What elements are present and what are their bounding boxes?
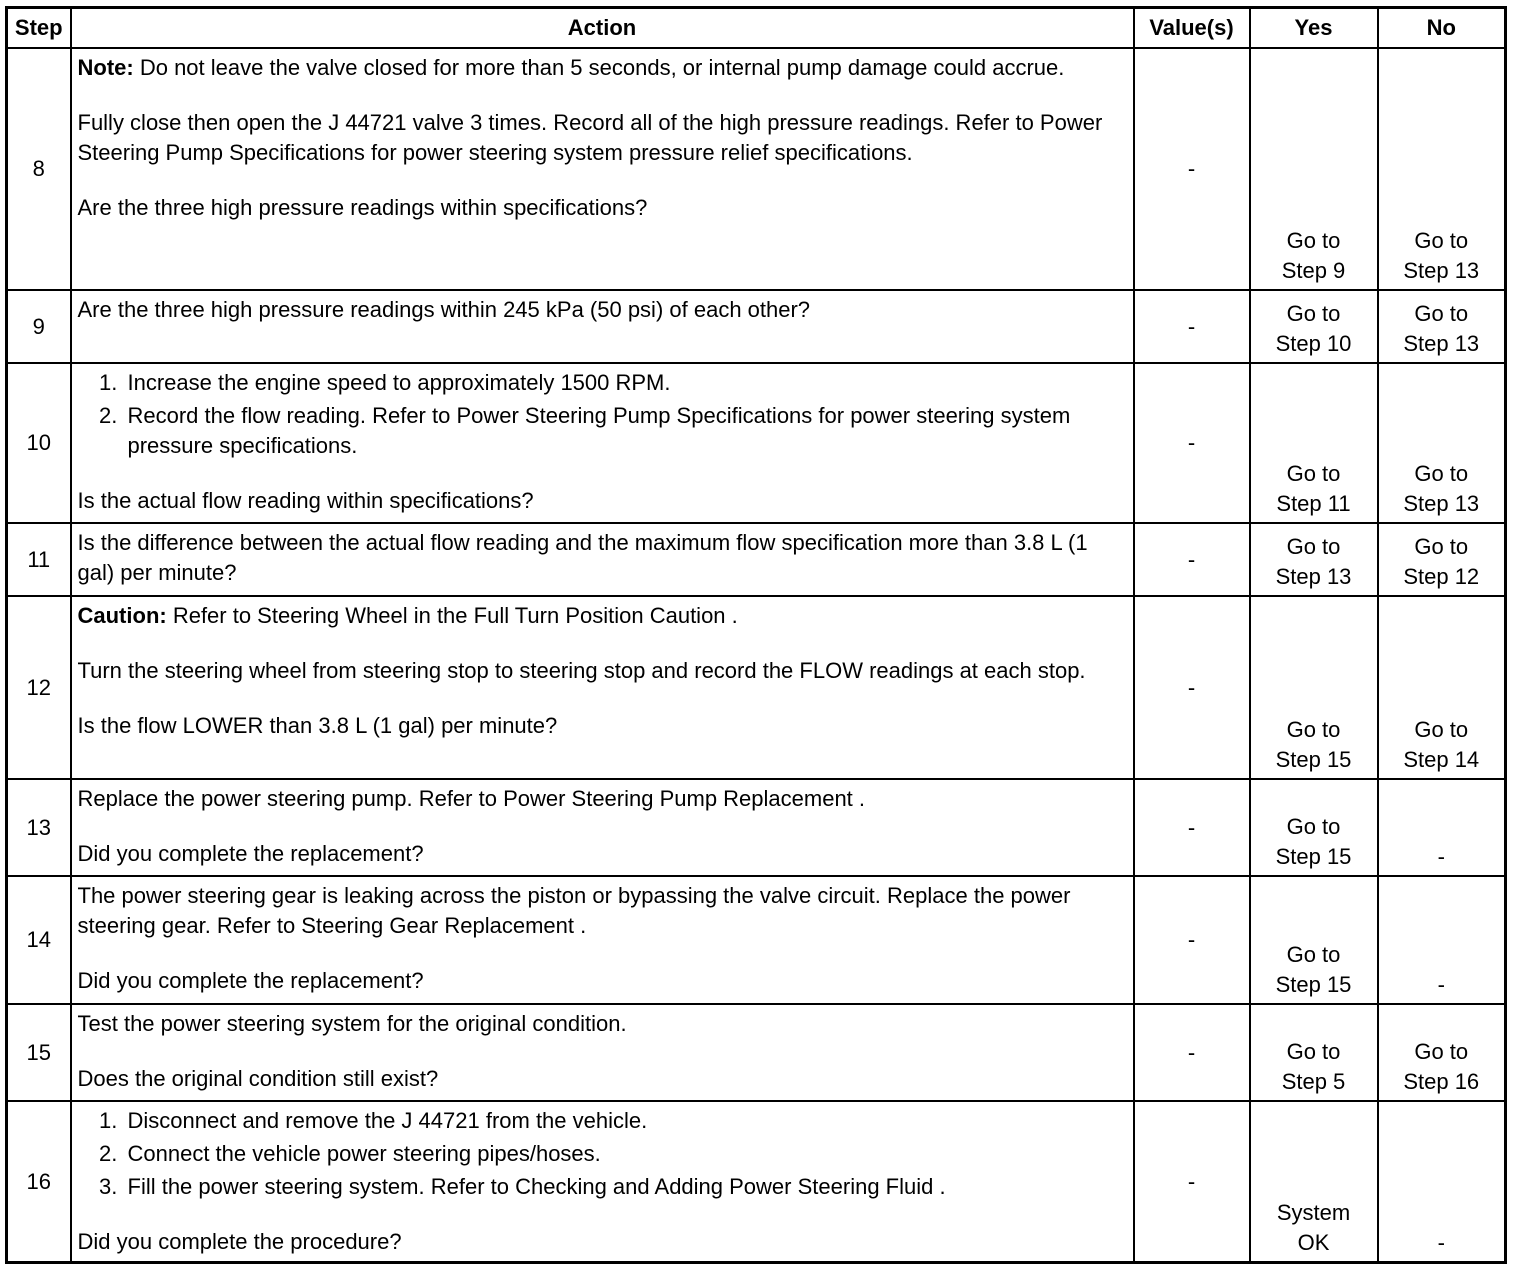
table-row-step-16 [7, 1101, 1506, 1263]
yes-line-1: Go to [1286, 1039, 1341, 1064]
step-number: 11 [7, 523, 71, 596]
yes-line-1: Go to [1286, 717, 1341, 742]
yes-line-2: Step 10 [1275, 331, 1352, 356]
no-line-1: Go to [1414, 534, 1469, 559]
question-text: Is the flow LOWER than 3.8 L (1 gal) per minute? [77, 713, 558, 738]
table-row-step-10 [7, 363, 1506, 523]
list-item: 1. Disconnect and remove the J 44721 from the vehicle. [124, 1106, 1125, 1136]
no-line-1: Go to [1414, 1039, 1469, 1064]
value-cell: - [1134, 779, 1250, 876]
diagnostic-table [5, 6, 1507, 1264]
question-text: Is the difference between the actual flow reading and the maximum flow specification more than 3.8 L (1 gal) per minute? [77, 530, 1088, 585]
table-row-step-9 [7, 290, 1506, 363]
yes-cell [1250, 876, 1378, 1004]
instruction-text: The power steering gear is leaking across the piston or bypassing the valve circuit. Replace the power steering gear. Refer to Steering Gear Replacement . [77, 883, 1071, 938]
no-line-2: Step 16 [1403, 1069, 1480, 1094]
no-cell [1378, 523, 1506, 596]
instruction-list [78, 1106, 1125, 1202]
question-text: Are the three high pressure readings within specifications? [77, 195, 648, 220]
action-cell [71, 876, 1134, 1004]
yes-cell [1250, 48, 1378, 290]
step-number: 9 [7, 290, 71, 363]
yes-line-2: Step 15 [1275, 844, 1352, 869]
value-cell: - [1134, 290, 1250, 363]
yes-line-1: Go to [1286, 534, 1341, 559]
action-cell [71, 1101, 1134, 1263]
no-cell: - [1378, 779, 1506, 876]
header-values: Value(s) [1134, 8, 1250, 49]
no-cell [1378, 48, 1506, 290]
yes-line-2: Step 15 [1275, 972, 1352, 997]
step-number: 14 [7, 876, 71, 1004]
list-item: 2. Connect the vehicle power steering pipes/hoses. [124, 1139, 1125, 1169]
question-text: Did you complete the replacement? [77, 841, 424, 866]
yes-cell [1250, 290, 1378, 363]
instruction-text: Replace the power steering pump. Refer to Power Steering Pump Replacement . [77, 786, 866, 811]
no-cell [1378, 596, 1506, 779]
yes-line-2: Step 9 [1281, 258, 1346, 283]
question-text: Did you complete the procedure? [77, 1229, 402, 1254]
instruction-text: Fully close then open the J 44721 valve 3 times. Record all of the high pressure readings. Refer to Power Steering Pump Specifications for power steering system pressure relief specifications. [77, 110, 1103, 165]
value-cell: - [1134, 48, 1250, 290]
caution-label: Caution: [77, 603, 167, 628]
action-cell [71, 779, 1134, 876]
action-cell [71, 523, 1134, 596]
yes-line-1: System [1276, 1200, 1351, 1225]
question-text: Did you complete the replacement? [77, 968, 424, 993]
question-text: Does the original condition still exist? [77, 1066, 439, 1091]
step-number: 15 [7, 1004, 71, 1101]
question-text: Are the three high pressure readings within 245 kPa (50 psi) of each other? [77, 297, 811, 322]
action-cell [71, 596, 1134, 779]
no-cell: - [1378, 1101, 1506, 1263]
yes-line-2: Step 13 [1275, 564, 1352, 589]
table-row-step-15 [7, 1004, 1506, 1101]
yes-line-2: Step 15 [1275, 747, 1352, 772]
step-number: 16 [7, 1101, 71, 1263]
yes-cell [1250, 596, 1378, 779]
step-number: 12 [7, 596, 71, 779]
value-cell: - [1134, 1101, 1250, 1263]
no-cell [1378, 363, 1506, 523]
yes-line-1: Go to [1286, 228, 1341, 253]
question-text: Is the actual flow reading within specifications? [77, 488, 534, 513]
header-yes: Yes [1250, 8, 1378, 49]
no-line-1: Go to [1414, 301, 1469, 326]
action-cell [71, 363, 1134, 523]
yes-line-1: Go to [1286, 942, 1341, 967]
note-label: Note: [77, 55, 134, 80]
no-cell [1378, 290, 1506, 363]
no-line-1: Go to [1414, 717, 1469, 742]
yes-line-2: Step 5 [1281, 1069, 1346, 1094]
table-row-step-14 [7, 876, 1506, 1004]
header-row [7, 8, 1506, 49]
header-action: Action [71, 8, 1134, 49]
value-cell: - [1134, 876, 1250, 1004]
yes-cell [1250, 523, 1378, 596]
yes-line-2: OK [1297, 1230, 1330, 1255]
no-cell [1378, 1004, 1506, 1101]
list-item: 1. Increase the engine speed to approximately 1500 RPM. [124, 368, 1125, 398]
action-cell [71, 48, 1134, 290]
action-cell [71, 290, 1134, 363]
instruction-text: Turn the steering wheel from steering stop to steering stop and record the FLOW readings at each stop. [77, 658, 1086, 683]
value-cell: - [1134, 1004, 1250, 1101]
no-line-2: Step 13 [1403, 258, 1480, 283]
no-line-2: Step 14 [1403, 747, 1480, 772]
value-cell: - [1134, 596, 1250, 779]
yes-cell [1250, 1004, 1378, 1101]
table-row-step-11 [7, 523, 1506, 596]
list-item: 3. Fill the power steering system. Refer to Checking and Adding Power Steering Fluid . [124, 1172, 1125, 1202]
yes-cell [1250, 363, 1378, 523]
no-cell: - [1378, 876, 1506, 1004]
value-cell: - [1134, 363, 1250, 523]
yes-cell [1250, 779, 1378, 876]
list-item: 2. Record the flow reading. Refer to Power Steering Pump Specifications for power steering system pressure specifications. [124, 401, 1125, 461]
step-number: 8 [7, 48, 71, 290]
header-step: Step [7, 8, 71, 49]
caution-text: Refer to Steering Wheel in the Full Turn Position Caution . [166, 603, 738, 628]
instruction-text: Test the power steering system for the original condition. [77, 1011, 627, 1036]
caution [78, 601, 1125, 631]
value-cell: - [1134, 523, 1250, 596]
step-number: 13 [7, 779, 71, 876]
no-line-1: Go to [1414, 228, 1469, 253]
note-text: Do not leave the valve closed for more than 5 seconds, or internal pump damage could accrue. [133, 55, 1065, 80]
no-line-1: Go to [1414, 461, 1469, 486]
header-no: No [1378, 8, 1506, 49]
table-row-step-8 [7, 48, 1506, 290]
yes-line-1: Go to [1286, 301, 1341, 326]
action-cell [71, 1004, 1134, 1101]
step-number: 10 [7, 363, 71, 523]
yes-line-1: Go to [1286, 814, 1341, 839]
yes-line-1: Go to [1286, 461, 1341, 486]
no-line-2: Step 13 [1403, 331, 1480, 356]
no-line-2: Step 12 [1403, 564, 1480, 589]
table-row-step-12 [7, 596, 1506, 779]
table-row-step-13 [7, 779, 1506, 876]
yes-line-2: Step 11 [1276, 491, 1351, 516]
instruction-list [78, 368, 1125, 461]
note [78, 53, 1125, 83]
yes-cell [1250, 1101, 1378, 1263]
no-line-2: Step 13 [1403, 491, 1480, 516]
